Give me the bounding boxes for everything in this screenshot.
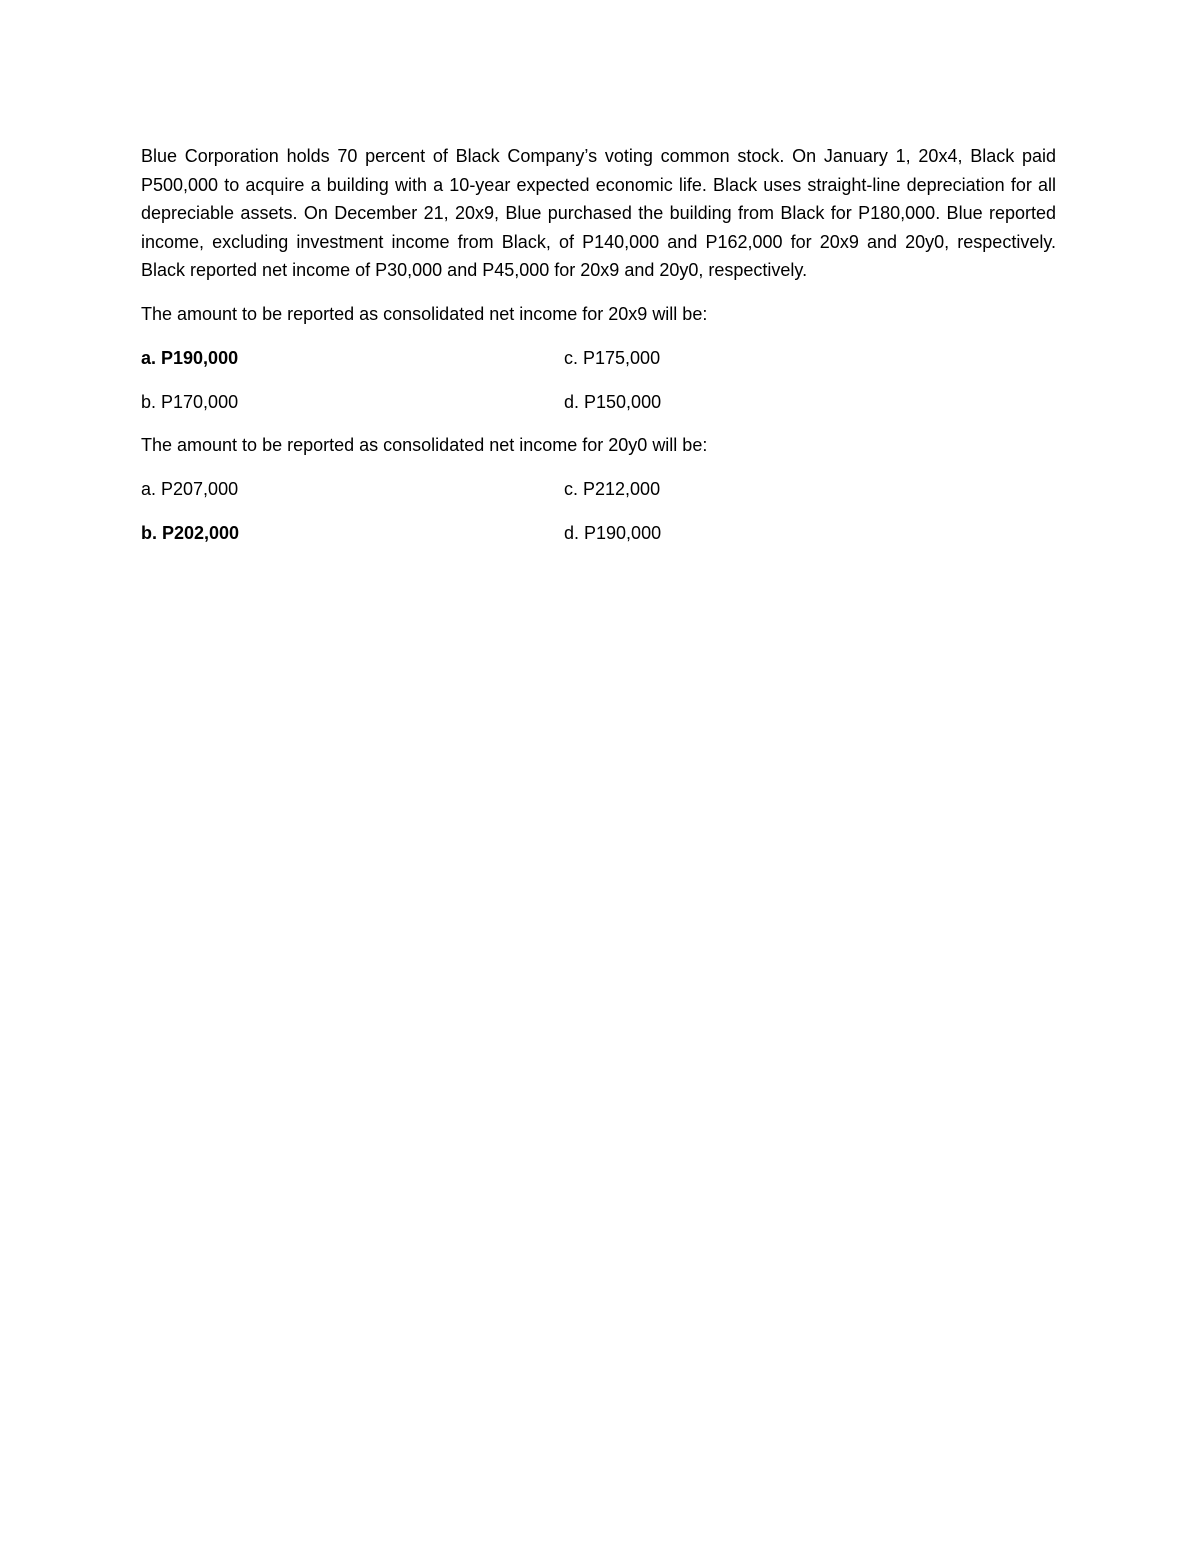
document-page xyxy=(141,142,1056,547)
question-2-option-a: a. P207,000 xyxy=(141,478,239,499)
question-1-option-b: b. P170,000 xyxy=(141,391,239,412)
question-2-option-c: c. P212,000 xyxy=(564,478,661,499)
question-2-options xyxy=(141,475,1056,547)
question-1-options xyxy=(141,344,1056,416)
question-1-prompt: The amount to be reported as consolidated net income for 20x9 will be: xyxy=(141,303,708,324)
question-1-option-c: c. P175,000 xyxy=(564,347,661,368)
question-2-prompt: The amount to be reported as consolidated net income for 20y0 will be: xyxy=(141,434,708,455)
question-1-option-d: d. P150,000 xyxy=(564,391,662,412)
problem-statement: Blue Corporation holds 70 percent of Black Company’s voting common stock. On January 1, 20x4, Black paid P500,000 to acquire a building with a 10-year expected economic life. Black uses straight-line depreciation for all depreciable assets. On December 21, 20x9, Blue purchased the building from Black for P180,000. Blue reported income, excluding investment income from Black, of P140,000 and P162,000 for 20x9 and 20y0, respectively. Black reported net income of P30,000 and P45,000 for 20x9 and 20y0, respectively. xyxy=(141,146,1056,281)
question-2-option-d: d. P190,000 xyxy=(564,522,662,543)
question-1-option-a: a. P190,000 xyxy=(141,347,239,368)
question-2-option-b: b. P202,000 xyxy=(141,522,240,543)
